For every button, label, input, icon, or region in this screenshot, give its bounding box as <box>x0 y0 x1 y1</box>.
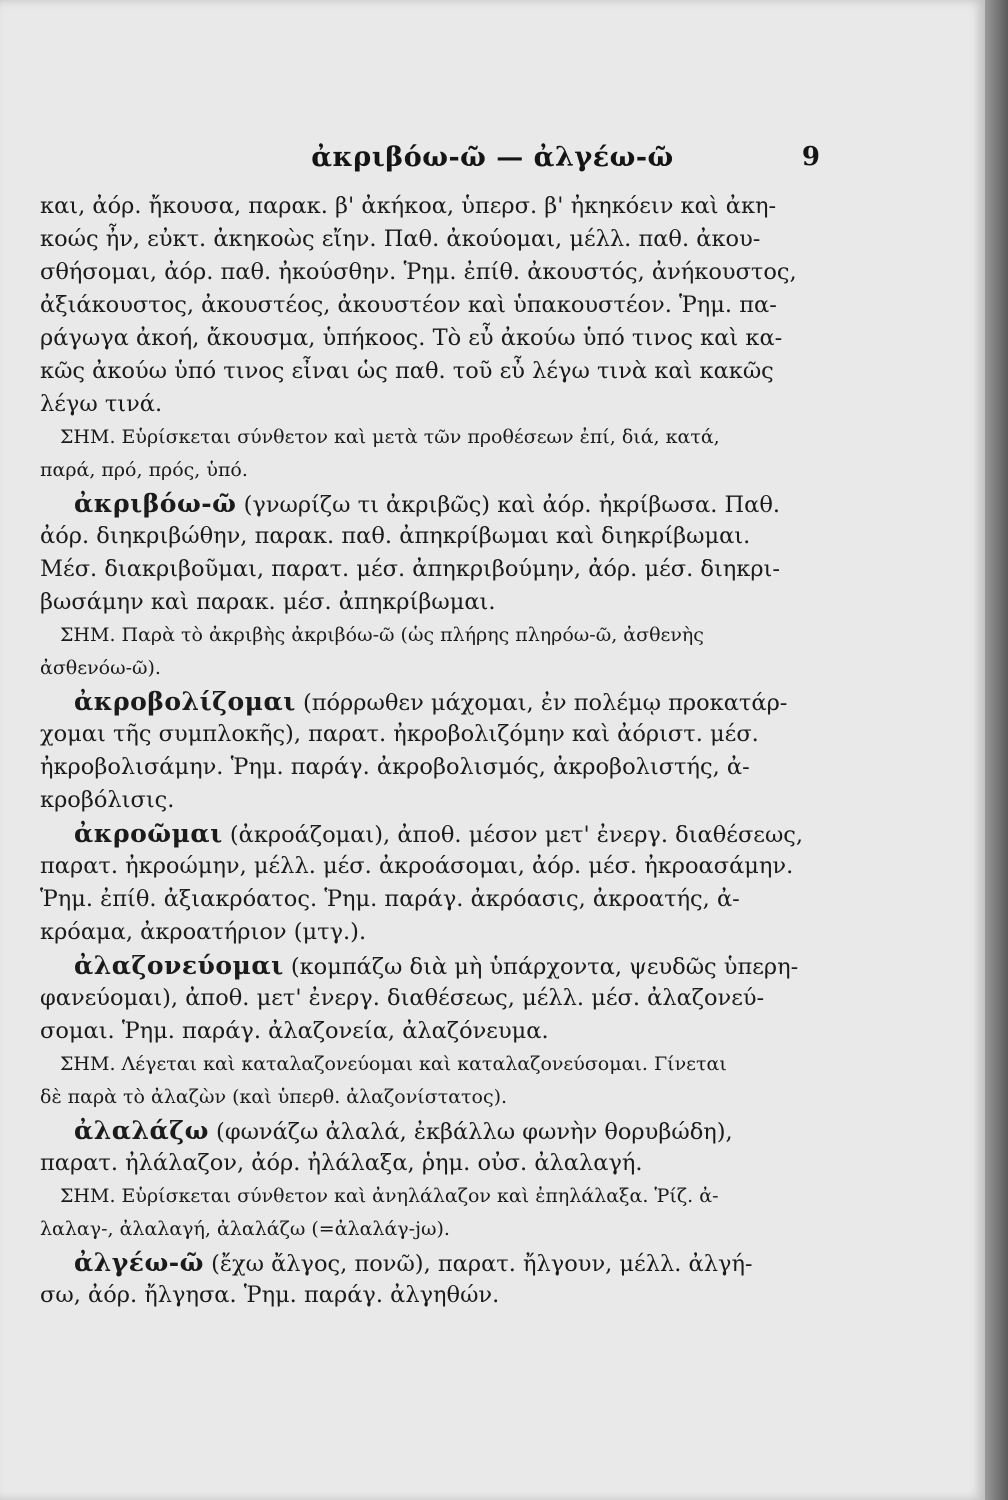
line-text: ράγωγα ἀκοή, ἄκουσμα, ὑπήκοος. Τὸ εὖ ἀκούω ὑπό τινος καὶ κα- <box>40 325 783 351</box>
text-line <box>40 850 830 883</box>
dictionary-entry <box>40 487 830 619</box>
page-header <box>0 142 985 178</box>
text-line <box>40 916 830 949</box>
line-text: παρατ. ἠκροώμην, μέλλ. μέσ. ἀκροάσομαι, ἀόρ. μέσ. ἠκροασάμην. <box>40 853 794 879</box>
line-text: παρά, πρό, πρός, ὑπό. <box>40 459 248 481</box>
note-line <box>40 1081 830 1114</box>
line-text: φανεύομαι), ἀποθ. μετ' ἐνεργ. διαθέσεως, μέλλ. μέσ. ἀλαζονεύ- <box>40 985 765 1011</box>
line-text: ἀόρ. διηκριβώθην, παρακ. παθ. ἀπηκρίβωμαι καὶ διηκρίβωμαι. <box>40 523 751 549</box>
entry-lemma: ἀλαζονεύομαι <box>74 951 284 980</box>
text-line <box>40 949 830 982</box>
text-line <box>40 685 830 718</box>
text-line <box>40 1279 830 1312</box>
line-text: ΣΗΜ. Παρὰ τὸ ἀκριβὴς ἀκριβόω-ῶ (ὡς πλήρης πληρόω-ῶ, ἀσθενὴς <box>60 624 704 646</box>
line-text: (πόρρωθεν μάχομαι, ἐν πολέμῳ προκατάρ- <box>295 690 788 716</box>
note-line <box>40 619 830 652</box>
text-line <box>40 322 830 355</box>
line-text: κροβόλισις. <box>40 787 175 813</box>
line-text: και, ἀόρ. ἤκουσα, παρακ. β' ἀκήκοα, ὑπερσ. β' ἠκηκόειν καὶ ἀκη- <box>40 193 777 219</box>
line-text: χομαι τῆς συμπλοκῆς), παρατ. ἠκροβολιζόμην καὶ ἀόριστ. μέσ. <box>40 721 759 747</box>
entry-lemma: ἀκροῶμαι <box>74 819 223 848</box>
text-line <box>40 883 830 916</box>
note-line <box>40 1180 830 1213</box>
line-text: (ἔχω ἄλγος, πονῶ), παρατ. ἤλγουν, μέλλ. ἀλγή- <box>203 1251 753 1277</box>
text-line <box>40 520 830 553</box>
line-text: (ἀκροάζομαι), ἀποθ. μέσον μετ' ἐνεργ. διαθέσεως, <box>222 822 804 848</box>
line-text: κρόαμα, ἀκροατήριον (μτγ.). <box>40 919 367 945</box>
line-text: Ῥημ. ἐπίθ. ἀξιακρόατος. Ῥημ. παράγ. ἀκρόασις, ἀκροατής, ἀ- <box>40 886 740 912</box>
text-line <box>40 784 830 817</box>
line-text: (κομπάζω διὰ μὴ ὑπάρχοντα, ψευδῶς ὑπερη- <box>283 954 799 980</box>
text-line <box>40 553 830 586</box>
text-line <box>40 355 830 388</box>
entry-lemma: ἀλαλάζω <box>74 1116 209 1145</box>
line-text: (φωνάζω ἀλαλά, ἐκβάλλω φωνὴν θορυβώδη), <box>208 1119 733 1145</box>
text-line <box>40 817 830 850</box>
text-line <box>40 289 830 322</box>
text-line <box>40 190 830 223</box>
line-text: ἀσθενόω-ῶ). <box>40 657 161 679</box>
entry-lemma: ἀκριβόω-ῶ <box>74 489 237 518</box>
line-text: βωσάμην καὶ παρακ. μέσ. ἀπηκρίβωμαι. <box>40 589 496 615</box>
line-text: σομαι. Ῥημ. παράγ. ἀλαζονεία, ἀλαζόνευμα. <box>40 1018 549 1044</box>
text-line <box>40 223 830 256</box>
text-line <box>40 256 830 289</box>
text-line <box>40 718 830 751</box>
text-line <box>40 1246 830 1279</box>
line-text: λέγω τινά. <box>40 391 163 417</box>
line-text: (γνωρίζω τι ἀκριβῶς) καὶ ἀόρ. ἠκρίβωσα. Παθ. <box>236 492 781 518</box>
note-line <box>40 1048 830 1081</box>
entry-continuation <box>40 190 830 421</box>
line-text: λαλαγ-, ἀλαλαγή, ἀλαλάζω (=ἀλαλάγ-jω). <box>40 1218 450 1240</box>
note-block <box>40 619 830 685</box>
page-edge <box>985 0 1008 1500</box>
text-line <box>40 487 830 520</box>
note-line <box>40 1213 830 1246</box>
line-text: Μέσ. διακριβοῦμαι, παρατ. μέσ. ἀπηκριβούμην, ἀόρ. μέσ. διηκρι- <box>40 556 780 582</box>
line-text: ΣΗΜ. Λέγεται καὶ καταλαζονεύομαι καὶ καταλαζονεύσομαι. Γίνεται <box>60 1053 727 1075</box>
line-text: κῶς ἀκούω ὑπό τινος εἶναι ὡς παθ. τοῦ εὖ λέγω τινὰ καὶ κακῶς <box>40 358 774 384</box>
note-line <box>40 652 830 685</box>
dictionary-entry <box>40 1114 830 1180</box>
line-text: σθήσομαι, ἀόρ. παθ. ἠκούσθην. Ῥημ. ἐπίθ. ἀκουστός, ἀνήκουστος, <box>40 259 797 285</box>
dictionary-entry <box>40 817 830 949</box>
line-text: παρατ. ἠλάλαζον, ἀόρ. ἠλάλαξα, ῥημ. οὐσ. ἀλαλαγή. <box>40 1150 643 1176</box>
page-body <box>40 190 830 1312</box>
line-text: δὲ παρὰ τὸ ἀλαζὼν (καὶ ὑπερθ. ἀλαζονίστατος). <box>40 1086 508 1108</box>
text-line <box>40 1147 830 1180</box>
page-number: 9 <box>801 142 820 172</box>
dictionary-entry <box>40 949 830 1048</box>
text-line <box>40 388 830 421</box>
text-line <box>40 586 830 619</box>
dictionary-entry <box>40 1246 830 1312</box>
text-line <box>40 751 830 784</box>
entry-lemma: ἀκροβολίζομαι <box>74 687 296 716</box>
note-line <box>40 421 830 454</box>
dictionary-entry <box>40 685 830 817</box>
note-block <box>40 1180 830 1246</box>
line-text: σω, ἀόρ. ἤλγησα. Ῥημ. παράγ. ἀλγηθών. <box>40 1282 500 1308</box>
note-block <box>40 1048 830 1114</box>
text-line <box>40 1015 830 1048</box>
note-block <box>40 421 830 487</box>
line-text: ΣΗΜ. Εὑρίσκεται σύνθετον καὶ μετὰ τῶν προθέσεων ἐπί, διά, κατά, <box>60 426 720 448</box>
line-text: ΣΗΜ. Εὑρίσκεται σύνθετον καὶ ἀνηλάλαζον καὶ ἐπηλάλαξα. Ῥίζ. ἀ- <box>60 1185 719 1207</box>
line-text: ἠκροβολισάμην. Ῥημ. παράγ. ἀκροβολισμός, ἀκροβολιστής, ἀ- <box>40 754 750 780</box>
text-line <box>40 1114 830 1147</box>
entry-lemma: ἀλγέω-ῶ <box>74 1248 204 1277</box>
line-text: κοώς ἦν, εὐκτ. ἀκηκοὼς εἴην. Παθ. ἀκούομαι, μέλλ. παθ. ἀκου- <box>40 226 761 252</box>
text-line <box>40 982 830 1015</box>
line-text: ἀξιάκουστος, ἀκουστέος, ἀκουστέον καὶ ὑπακουστέον. Ῥημ. πα- <box>40 292 777 318</box>
note-line <box>40 454 830 487</box>
running-head: ἀκριβόω-ῶ — ἀλγέω-ῶ <box>311 142 674 173</box>
